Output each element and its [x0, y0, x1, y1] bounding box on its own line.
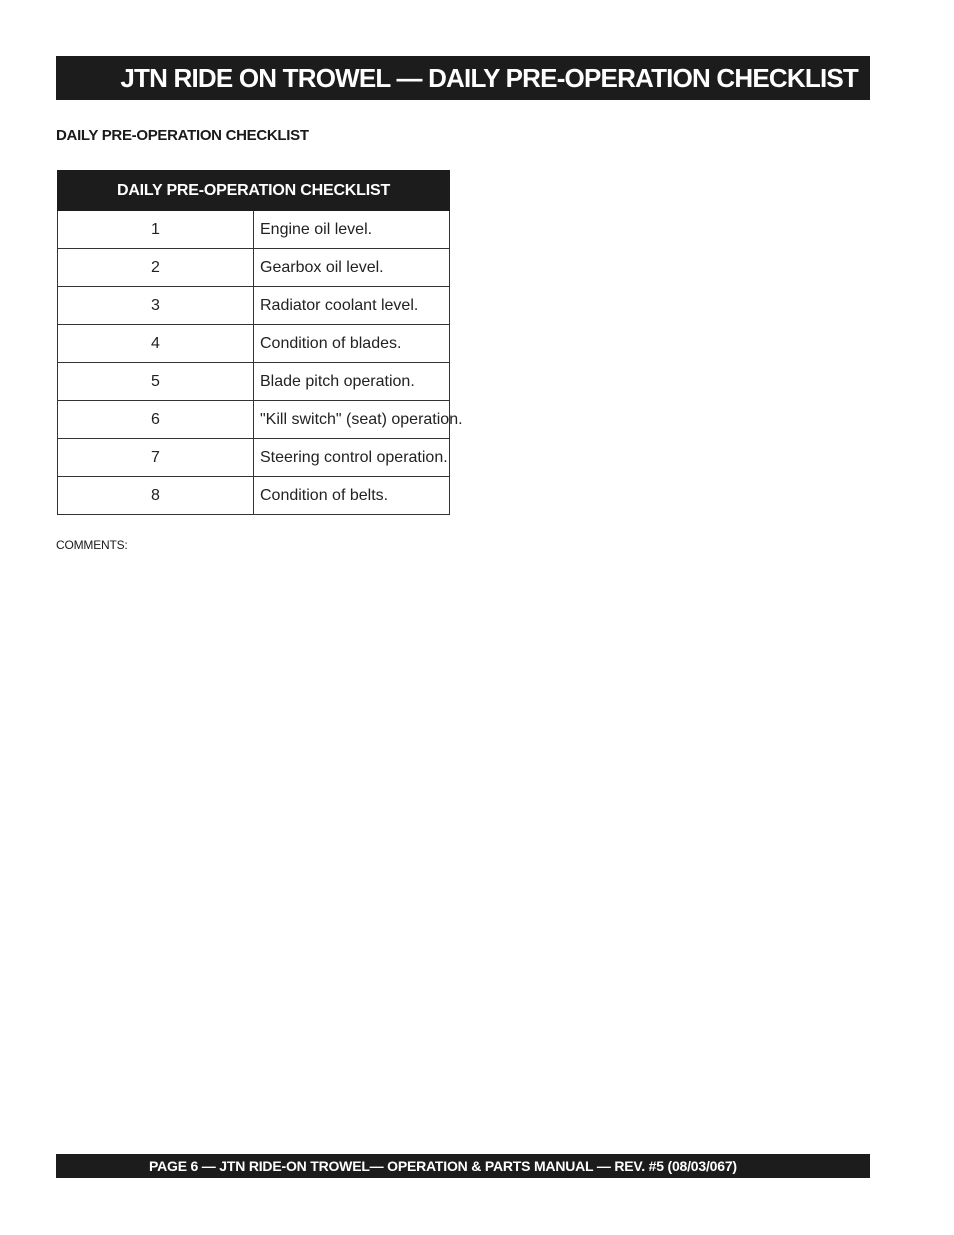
comments-label: COMMENTS: — [56, 538, 128, 552]
page-footer-bar — [56, 1154, 870, 1178]
row-number: 7 — [58, 439, 254, 477]
row-item: Engine oil level. — [254, 211, 450, 249]
page-title-bar — [56, 56, 870, 100]
page-title: JTN RIDE ON TROWEL — DAILY PRE-OPERATION CHECKLIST — [120, 62, 858, 93]
table-row — [58, 439, 450, 477]
table-row — [58, 249, 450, 287]
row-number: 5 — [58, 363, 254, 401]
table-row — [58, 287, 450, 325]
table-header: DAILY PRE-OPERATION CHECKLIST — [58, 171, 450, 211]
checklist-table — [57, 170, 463, 515]
table-header-row — [58, 171, 450, 211]
row-number: 3 — [58, 287, 254, 325]
row-number: 2 — [58, 249, 254, 287]
table-row — [58, 325, 450, 363]
row-number: 8 — [58, 477, 254, 515]
section-heading: DAILY PRE-OPERATION CHECKLIST — [56, 127, 309, 144]
page-footer: PAGE 6 — JTN RIDE-ON TROWEL— OPERATION & PARTS MANUAL — REV. #5 (08/03/067) — [149, 1158, 737, 1174]
row-number: 4 — [58, 325, 254, 363]
row-number: 6 — [58, 401, 254, 439]
row-item: Blade pitch operation. — [254, 363, 450, 401]
row-number: 1 — [58, 211, 254, 249]
row-item: "Kill switch" (seat) operation. — [254, 401, 450, 439]
row-item: Steering control operation. — [254, 439, 450, 477]
table-row — [58, 211, 450, 249]
row-item: Radiator coolant level. — [254, 287, 450, 325]
table-row — [58, 401, 450, 439]
table-row — [58, 477, 450, 515]
table-row — [58, 363, 450, 401]
row-item: Condition of blades. — [254, 325, 450, 363]
row-item: Gearbox oil level. — [254, 249, 450, 287]
row-item: Condition of belts. — [254, 477, 450, 515]
